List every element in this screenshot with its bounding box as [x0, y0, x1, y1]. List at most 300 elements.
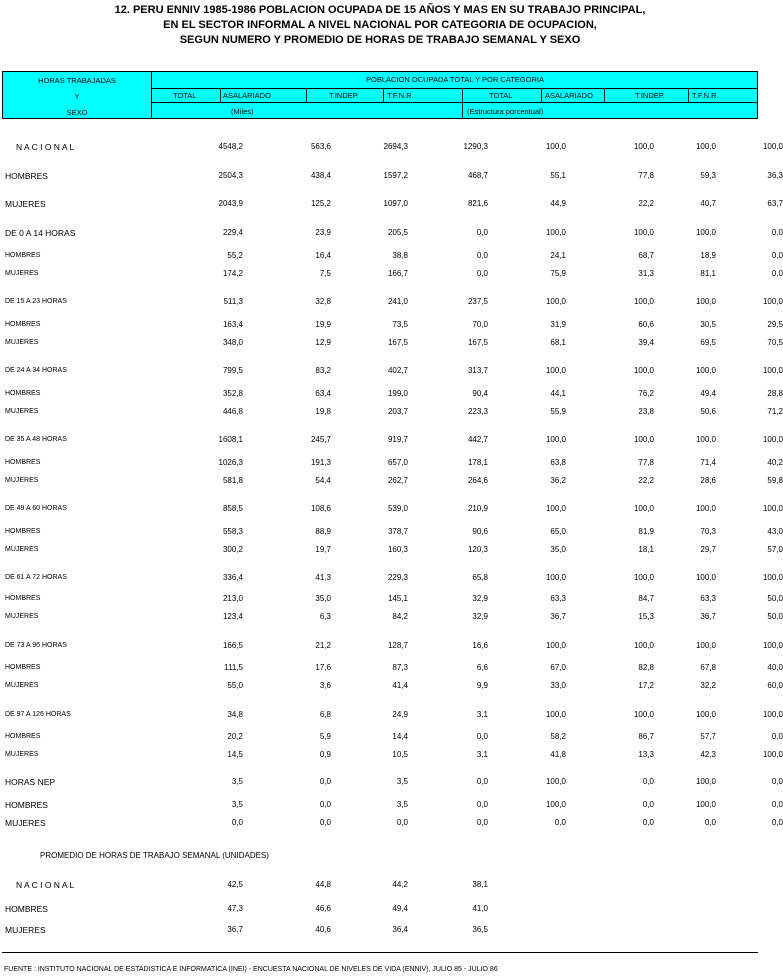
cell-value: 36,7	[227, 925, 243, 934]
table-row	[0, 903, 760, 915]
cell-value: 3,1	[476, 750, 488, 759]
cell-value: 100,0	[695, 297, 716, 306]
cell-value: 63,4	[315, 389, 331, 398]
cell-value: 86,7	[638, 732, 654, 741]
cell-value: 36,4	[392, 925, 408, 934]
cell-value: 100,0	[633, 142, 654, 151]
cell-value: 446,8	[222, 407, 243, 416]
table-row	[0, 337, 783, 349]
cell-value: 70,5	[767, 338, 783, 347]
cell-value: 3,1	[476, 710, 488, 719]
cell-value: 9,9	[476, 681, 488, 690]
cell-value: 100,0	[633, 366, 654, 375]
cell-value: 100,0	[695, 710, 716, 719]
cell-value: 40,6	[315, 925, 331, 934]
cell-value: 145,1	[387, 594, 408, 603]
cell-value: 821,6	[467, 199, 488, 208]
cell-value: 100,0	[545, 142, 566, 151]
col-tindep-pct: T.INDEP.	[635, 91, 665, 100]
cell-value: 88,9	[315, 527, 331, 536]
table-row	[0, 198, 783, 210]
row-label: HOMBRES	[5, 252, 41, 259]
cell-value: 191,3	[310, 458, 331, 467]
cell-value: 49,4	[392, 904, 408, 913]
title-line-3: SEGUN NUMERO Y PROMEDIO DE HORAS DE TRABAJO SEMANAL Y SEXO	[179, 34, 581, 46]
cell-value: 0,0	[554, 818, 566, 827]
row-label: HOMBRES	[5, 321, 41, 328]
col-total-miles: TOTAL	[173, 91, 197, 100]
cell-value: 100,0	[545, 573, 566, 582]
table-row	[0, 141, 783, 153]
table-row	[0, 544, 783, 556]
cell-value: 558,3	[222, 527, 243, 536]
cell-value: 43,0	[767, 527, 783, 536]
cell-value: 81,9	[638, 527, 654, 536]
cell-value: 264,6	[467, 476, 488, 485]
cell-value: 19,8	[315, 407, 331, 416]
table-row	[0, 776, 783, 788]
cell-value: 10,5	[392, 750, 408, 759]
cell-value: 336,4	[222, 573, 243, 582]
cell-value: 42,3	[700, 750, 716, 759]
row-label: HOMBRES	[5, 664, 41, 671]
cell-value: 125,2	[310, 199, 331, 208]
cell-value: 245,7	[310, 435, 331, 444]
cell-value: 49,4	[700, 389, 716, 398]
cell-value: 87,3	[392, 663, 408, 672]
cell-value: 81,1	[700, 269, 716, 278]
row-label: MUJERES	[5, 270, 39, 277]
cell-value: 55,9	[550, 407, 566, 416]
cell-value: 108,6	[310, 504, 331, 513]
cell-value: 0,0	[319, 777, 331, 786]
row-label: N A C I O N A L	[16, 142, 75, 152]
cell-value: 3,5	[231, 777, 243, 786]
cell-value: 22,2	[638, 476, 654, 485]
cell-value: 54,4	[315, 476, 331, 485]
cell-value: 50,0	[767, 612, 783, 621]
row-label: MUJERES	[5, 925, 46, 935]
table-row	[0, 731, 783, 743]
cell-value: 1026,3	[218, 458, 243, 467]
cell-value: 0,0	[771, 732, 783, 741]
group-header: POBLACION OCUPADA TOTAL Y POR CATEGORIA	[366, 75, 544, 84]
cell-value: 34,8	[227, 710, 243, 719]
row-label: MUJERES	[5, 613, 39, 620]
col-asalariado-pct: ASALARIADO	[545, 91, 593, 100]
cell-value: 58,2	[550, 732, 566, 741]
cell-value: 28,8	[767, 389, 783, 398]
cell-value: 29,7	[700, 545, 716, 554]
cell-value: 203,7	[387, 407, 408, 416]
cell-value: 14,5	[227, 750, 243, 759]
cell-value: 1290,3	[463, 142, 488, 151]
row-label: DE 35 A 48 HORAS	[5, 436, 67, 443]
cell-value: 468,7	[467, 171, 488, 180]
cell-value: 442,7	[467, 435, 488, 444]
cell-value: 229,3	[387, 573, 408, 582]
row-label: DE 73 A 96 HORAS	[5, 642, 67, 649]
row-label: DE 97 A 126 HORAS	[5, 711, 71, 718]
cell-value: 223,3	[467, 407, 488, 416]
cell-value: 5,9	[319, 732, 331, 741]
table-row	[0, 662, 783, 674]
table-row	[0, 319, 783, 331]
cell-value: 55,2	[227, 251, 243, 260]
cell-value: 42,5	[227, 880, 243, 889]
cell-value: 44,8	[315, 880, 331, 889]
cell-value: 100,0	[695, 228, 716, 237]
stub-label-1: HORAS TRABAJADAS	[38, 76, 116, 85]
cell-value: 0,0	[704, 818, 716, 827]
cell-value: 581,8	[222, 476, 243, 485]
cell-value: 100,0	[762, 504, 783, 513]
cell-value: 28,6	[700, 476, 716, 485]
cell-value: 40,0	[767, 663, 783, 672]
cell-value: 68,7	[638, 251, 654, 260]
row-label: HOMBRES	[5, 171, 48, 181]
col-divider	[541, 88, 542, 102]
cell-value: 22,2	[638, 199, 654, 208]
cell-value: 36,7	[550, 612, 566, 621]
row-label: MUJERES	[5, 818, 46, 828]
row-label: HOMBRES	[5, 528, 41, 535]
cell-value: 0,0	[476, 818, 488, 827]
cell-value: 38,8	[392, 251, 408, 260]
row-label: HORAS NEP	[5, 777, 56, 787]
cell-value: 44,1	[550, 389, 566, 398]
cell-value: 100,0	[633, 435, 654, 444]
cell-value: 313,7	[467, 366, 488, 375]
group-underline	[152, 88, 758, 89]
cell-value: 213,0	[222, 594, 243, 603]
row-label: DE 24 A 34 HORAS	[5, 367, 67, 374]
row-label: HOMBRES	[5, 459, 41, 466]
cell-value: 2043,9	[218, 199, 243, 208]
cell-value: 163,4	[222, 320, 243, 329]
cell-value: 0,9	[319, 750, 331, 759]
cell-value: 36,7	[700, 612, 716, 621]
cell-value: 0,0	[396, 818, 408, 827]
cell-value: 210,9	[467, 504, 488, 513]
table-row	[0, 296, 783, 308]
col-divider	[604, 88, 605, 102]
cell-value: 100,0	[762, 297, 783, 306]
cell-value: 17,2	[638, 681, 654, 690]
stub-label-2: Y	[74, 92, 80, 101]
cell-value: 35,0	[315, 594, 331, 603]
cell-value: 14,4	[392, 732, 408, 741]
table-row	[0, 799, 783, 811]
cell-value: 100,0	[695, 641, 716, 650]
row-label: HOMBRES	[5, 390, 41, 397]
cell-value: 70,3	[700, 527, 716, 536]
cell-value: 199,0	[387, 389, 408, 398]
cell-value: 160,3	[387, 545, 408, 554]
cell-value: 100,0	[545, 504, 566, 513]
unit-percent: (Estructura porcentual)	[467, 107, 544, 116]
cell-value: 57,7	[700, 732, 716, 741]
cell-value: 65,8	[472, 573, 488, 582]
cell-value: 402,7	[387, 366, 408, 375]
cell-value: 100,0	[545, 710, 566, 719]
cell-value: 63,3	[700, 594, 716, 603]
cell-value: 100,0	[695, 142, 716, 151]
cell-value: 63,3	[550, 594, 566, 603]
cell-value: 18,1	[638, 545, 654, 554]
col-tindep-miles: T.INDEP.	[329, 91, 359, 100]
unit-miles: (Miles)	[231, 107, 254, 116]
cell-value: 100,0	[633, 573, 654, 582]
table-row	[0, 593, 783, 605]
cell-value: 19,9	[315, 320, 331, 329]
table-row	[0, 268, 783, 280]
table-title	[0, 3, 760, 48]
cell-value: 36,2	[550, 476, 566, 485]
cell-value: 83,2	[315, 366, 331, 375]
cell-value: 1097,0	[383, 199, 408, 208]
cell-value: 47,3	[227, 904, 243, 913]
cell-value: 237,5	[467, 297, 488, 306]
cell-value: 31,3	[638, 269, 654, 278]
cell-value: 0,0	[476, 777, 488, 786]
cell-value: 65,0	[550, 527, 566, 536]
cell-value: 77,8	[638, 458, 654, 467]
row-label: DE 15 A 23 HORAS	[5, 298, 67, 305]
cell-value: 32,9	[472, 612, 488, 621]
cell-value: 100,0	[695, 573, 716, 582]
cell-value: 32,9	[472, 594, 488, 603]
row-label: DE 0 A 14 HORAS	[5, 228, 76, 238]
cell-value: 0,0	[771, 228, 783, 237]
col-divider	[383, 88, 384, 102]
cell-value: 13,3	[638, 750, 654, 759]
cell-value: 4548,2	[218, 142, 243, 151]
cell-value: 23,8	[638, 407, 654, 416]
cell-value: 15,3	[638, 612, 654, 621]
col-tfnr-miles: T.F.N.R.	[387, 91, 414, 100]
promedio-heading	[0, 850, 760, 862]
cell-value: 6,3	[319, 612, 331, 621]
cell-value: 0,0	[231, 818, 243, 827]
cell-value: 2694,3	[383, 142, 408, 151]
cell-value: 178,1	[467, 458, 488, 467]
half-divider	[462, 88, 463, 118]
cell-value: 67,0	[550, 663, 566, 672]
table-header	[2, 71, 758, 119]
table-row	[0, 434, 783, 446]
col-tfnr-pct: T.F.N.R.	[692, 91, 719, 100]
cell-value: 1608,1	[218, 435, 243, 444]
cell-value: 6,6	[476, 663, 488, 672]
cell-value: 0,0	[642, 800, 654, 809]
cell-value: 84,2	[392, 612, 408, 621]
cell-value: 166,7	[387, 269, 408, 278]
cell-value: 100,0	[695, 777, 716, 786]
cell-value: 262,7	[387, 476, 408, 485]
cell-value: 18,9	[700, 251, 716, 260]
table-row	[0, 457, 783, 469]
table-row	[0, 680, 783, 692]
cell-value: 100,0	[762, 641, 783, 650]
cell-value: 858,5	[222, 504, 243, 513]
cell-value: 17,6	[315, 663, 331, 672]
cell-value: 31,9	[550, 320, 566, 329]
table-row	[0, 640, 783, 652]
cell-value: 123,4	[222, 612, 243, 621]
cell-value: 35,0	[550, 545, 566, 554]
cell-value: 0,0	[476, 732, 488, 741]
cell-value: 100,0	[545, 297, 566, 306]
cell-value: 100,0	[633, 228, 654, 237]
table-row	[0, 749, 783, 761]
table-row	[0, 365, 783, 377]
cell-value: 0,0	[642, 777, 654, 786]
cell-value: 3,5	[231, 800, 243, 809]
cell-value: 84,7	[638, 594, 654, 603]
table-row	[0, 170, 783, 182]
cell-value: 73,5	[392, 320, 408, 329]
cell-value: 40,7	[700, 199, 716, 208]
cell-value: 44,9	[550, 199, 566, 208]
row-label: MUJERES	[5, 751, 39, 758]
cell-value: 30,5	[700, 320, 716, 329]
cell-value: 128,7	[387, 641, 408, 650]
row-label: HOMBRES	[5, 800, 48, 810]
cell-value: 0,0	[319, 818, 331, 827]
cell-value: 39,4	[638, 338, 654, 347]
row-label: MUJERES	[5, 477, 39, 484]
cell-value: 41,4	[392, 681, 408, 690]
cell-value: 120,3	[467, 545, 488, 554]
cell-value: 0,0	[642, 818, 654, 827]
cell-value: 19,7	[315, 545, 331, 554]
cell-value: 29,5	[767, 320, 783, 329]
cell-value: 657,0	[387, 458, 408, 467]
cell-value: 511,3	[223, 297, 243, 306]
cell-value: 21,2	[315, 641, 331, 650]
cell-value: 438,4	[310, 171, 331, 180]
cell-value: 100,0	[695, 435, 716, 444]
cell-value: 50,6	[700, 407, 716, 416]
cell-value: 100,0	[633, 297, 654, 306]
footer-rule	[2, 952, 758, 953]
cell-value: 799,5	[222, 366, 243, 375]
cell-value: 36,5	[472, 925, 488, 934]
cell-value: 100,0	[695, 366, 716, 375]
cell-value: 6,8	[319, 710, 331, 719]
cell-value: 50,0	[767, 594, 783, 603]
cell-value: 3,6	[319, 681, 331, 690]
cell-value: 32,8	[315, 297, 331, 306]
row-label: HOMBRES	[5, 733, 41, 740]
cell-value: 60,6	[638, 320, 654, 329]
cell-value: 36,3	[767, 171, 783, 180]
cell-value: 46,6	[315, 904, 331, 913]
cell-value: 174,2	[222, 269, 243, 278]
cell-value: 7,5	[319, 269, 331, 278]
cell-value: 82,8	[638, 663, 654, 672]
cell-value: 77,8	[638, 171, 654, 180]
cell-value: 100,0	[762, 366, 783, 375]
cell-value: 71,4	[700, 458, 716, 467]
stub-label-3: SEXO	[66, 108, 88, 117]
cell-value: 0,0	[771, 818, 783, 827]
table-row	[0, 572, 783, 584]
row-label: DE 61 A 72 HORAS	[5, 574, 67, 581]
cell-value: 20,2	[227, 732, 243, 741]
cell-value: 0,0	[476, 228, 488, 237]
col-total-pct: TOTAL	[489, 91, 513, 100]
cell-value: 563,6	[310, 142, 331, 151]
cell-value: 63,7	[767, 199, 783, 208]
cell-value: 100,0	[762, 573, 783, 582]
cell-value: 2504,3	[218, 171, 243, 180]
cell-value: 44,2	[392, 880, 408, 889]
cell-value: 100,0	[762, 435, 783, 444]
cell-value: 100,0	[545, 435, 566, 444]
row-label: MUJERES	[5, 339, 39, 346]
cell-value: 348,0	[222, 338, 243, 347]
cell-value: 71,2	[767, 407, 783, 416]
table-row	[0, 817, 783, 829]
cell-value: 1597,2	[383, 171, 408, 180]
cell-value: 76,2	[638, 389, 654, 398]
cell-value: 0,0	[476, 800, 488, 809]
source-footnote: FUENTE : INSTITUTO NACIONAL DE ESTADISTICA E INFORMATICA (INEI) - ENCUESTA NACIONAL DE NIVELES DE VIDA (ENNIV), JULIO 85 - JULIO 86	[4, 966, 498, 973]
cell-value: 0,0	[476, 269, 488, 278]
cell-value: 100,0	[545, 800, 566, 809]
cell-value: 378,7	[387, 527, 408, 536]
cell-value: 3,5	[396, 800, 408, 809]
cell-value: 38,1	[472, 880, 488, 889]
cell-value: 0,0	[771, 777, 783, 786]
cell-value: 41,8	[550, 750, 566, 759]
cell-value: 100,0	[545, 228, 566, 237]
cell-value: 68,1	[550, 338, 566, 347]
cell-value: 57,0	[767, 545, 783, 554]
table-row	[0, 406, 783, 418]
cell-value: 55,0	[227, 681, 243, 690]
cell-value: 100,0	[633, 710, 654, 719]
cell-value: 3,5	[396, 777, 408, 786]
cell-value: 23,9	[315, 228, 331, 237]
row-label: N A C I O N A L	[16, 880, 75, 890]
cell-value: 24,9	[392, 710, 408, 719]
cell-value: 205,5	[387, 228, 408, 237]
row-label: MUJERES	[5, 408, 39, 415]
col-asalariado-miles: ASALARIADO	[223, 91, 271, 100]
cell-value: 100,0	[695, 504, 716, 513]
title-line-1: 12. PERU ENNIV 1985-1986 POBLACION OCUPADA DE 15 AÑOS Y MAS EN SU TRABAJO PRINCIPAL,	[114, 4, 646, 16]
cell-value: 41,3	[315, 573, 331, 582]
table-row	[0, 924, 760, 936]
title-line-2: EN EL SECTOR INFORMAL A NIVEL NACIONAL POR CATEGORIA DE OCUPACION,	[163, 19, 597, 31]
cell-value: 59,3	[700, 171, 716, 180]
cell-value: 41,0	[472, 904, 488, 913]
cell-value: 16,6	[472, 641, 488, 650]
cell-value: 100,0	[695, 800, 716, 809]
row-label: MUJERES	[5, 546, 39, 553]
cell-value: 0,0	[771, 269, 783, 278]
cell-value: 100,0	[545, 366, 566, 375]
cell-value: 90,4	[472, 389, 488, 398]
cell-value: 539,0	[387, 504, 408, 513]
table-row	[0, 611, 783, 623]
cell-value: 166,5	[222, 641, 243, 650]
cell-value: 229,4	[222, 228, 243, 237]
cell-value: 69,5	[700, 338, 716, 347]
